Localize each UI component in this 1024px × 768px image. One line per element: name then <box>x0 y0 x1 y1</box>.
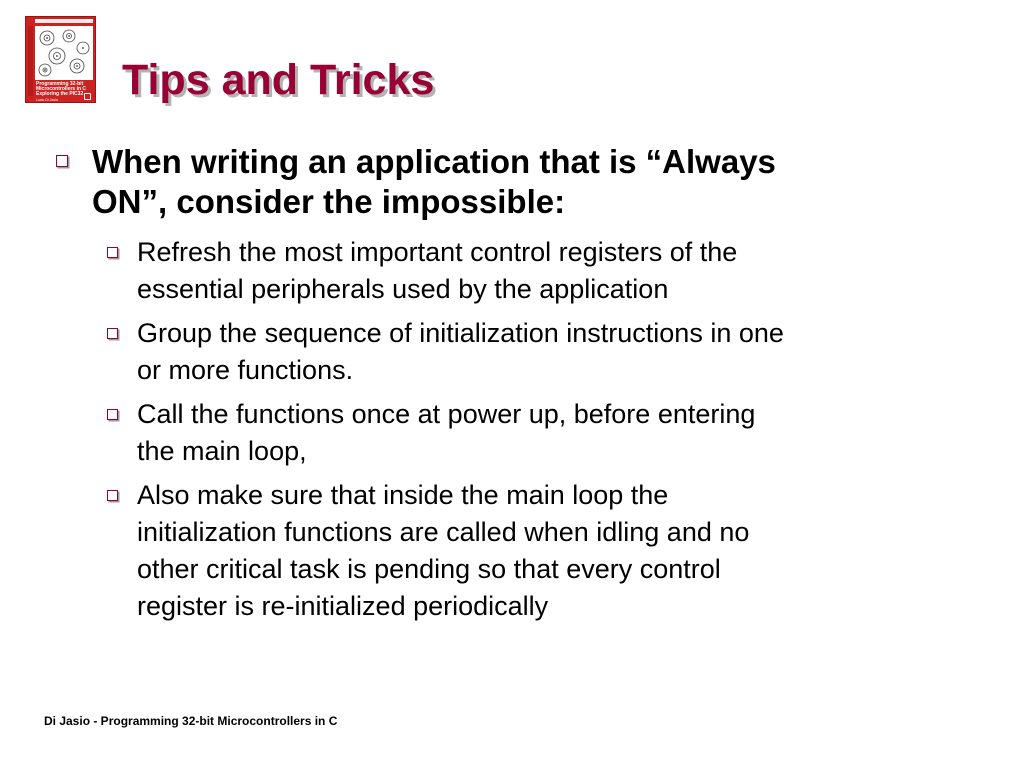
main-bullet <box>92 142 962 222</box>
main-bullet-line-1: When writing an application that is “Always <box>92 143 776 180</box>
sub-bullet-item <box>137 396 967 470</box>
cover-art <box>35 26 93 80</box>
sub-bullet-line: Call the functions once at power up, before entering <box>137 399 756 429</box>
sub-bullet-line: initialization functions are called when idling and no <box>137 517 750 547</box>
square-bullet-icon <box>107 409 118 420</box>
slide-title: Tips and Tricks <box>122 56 435 104</box>
sub-bullet-line: the main loop, <box>137 436 307 466</box>
cover-top-strip <box>35 19 93 23</box>
sub-bullet-item <box>137 315 967 389</box>
sub-bullet-item <box>137 477 967 625</box>
square-bullet-icon <box>107 490 118 501</box>
square-bullet-icon <box>107 247 118 258</box>
sub-bullet-line: essential peripherals used by the application <box>137 274 669 304</box>
square-bullet-icon <box>107 328 118 339</box>
cover-spine <box>28 26 33 96</box>
sub-bullet-line: other critical task is pending so that every control <box>137 554 721 584</box>
publisher-logo-icon <box>84 93 91 100</box>
sub-bullet-line: Group the sequence of initialization instructions in one <box>137 318 784 348</box>
sub-bullet-line: Refresh the most important control registers of the <box>137 237 738 267</box>
sub-bullet-line: register is re-initialized periodically <box>137 591 549 621</box>
sub-bullet-item <box>137 234 967 308</box>
sub-bullet-line: Also make sure that inside the main loop the <box>137 480 669 510</box>
cover-author: Lucio Di Jasio <box>36 98 58 102</box>
book-cover-image <box>25 16 96 103</box>
slide-footer: Di Jasio - Programming 32-bit Microcontrollers in C <box>44 714 338 728</box>
main-bullet-line-2: ON”, consider the impossible: <box>92 183 566 220</box>
square-bullet-icon <box>56 155 68 167</box>
cover-title: Programming 32-bit Microcontrollers in C Exploring the PIC32 <box>36 81 87 97</box>
sub-bullet-line: or more functions. <box>137 355 354 385</box>
